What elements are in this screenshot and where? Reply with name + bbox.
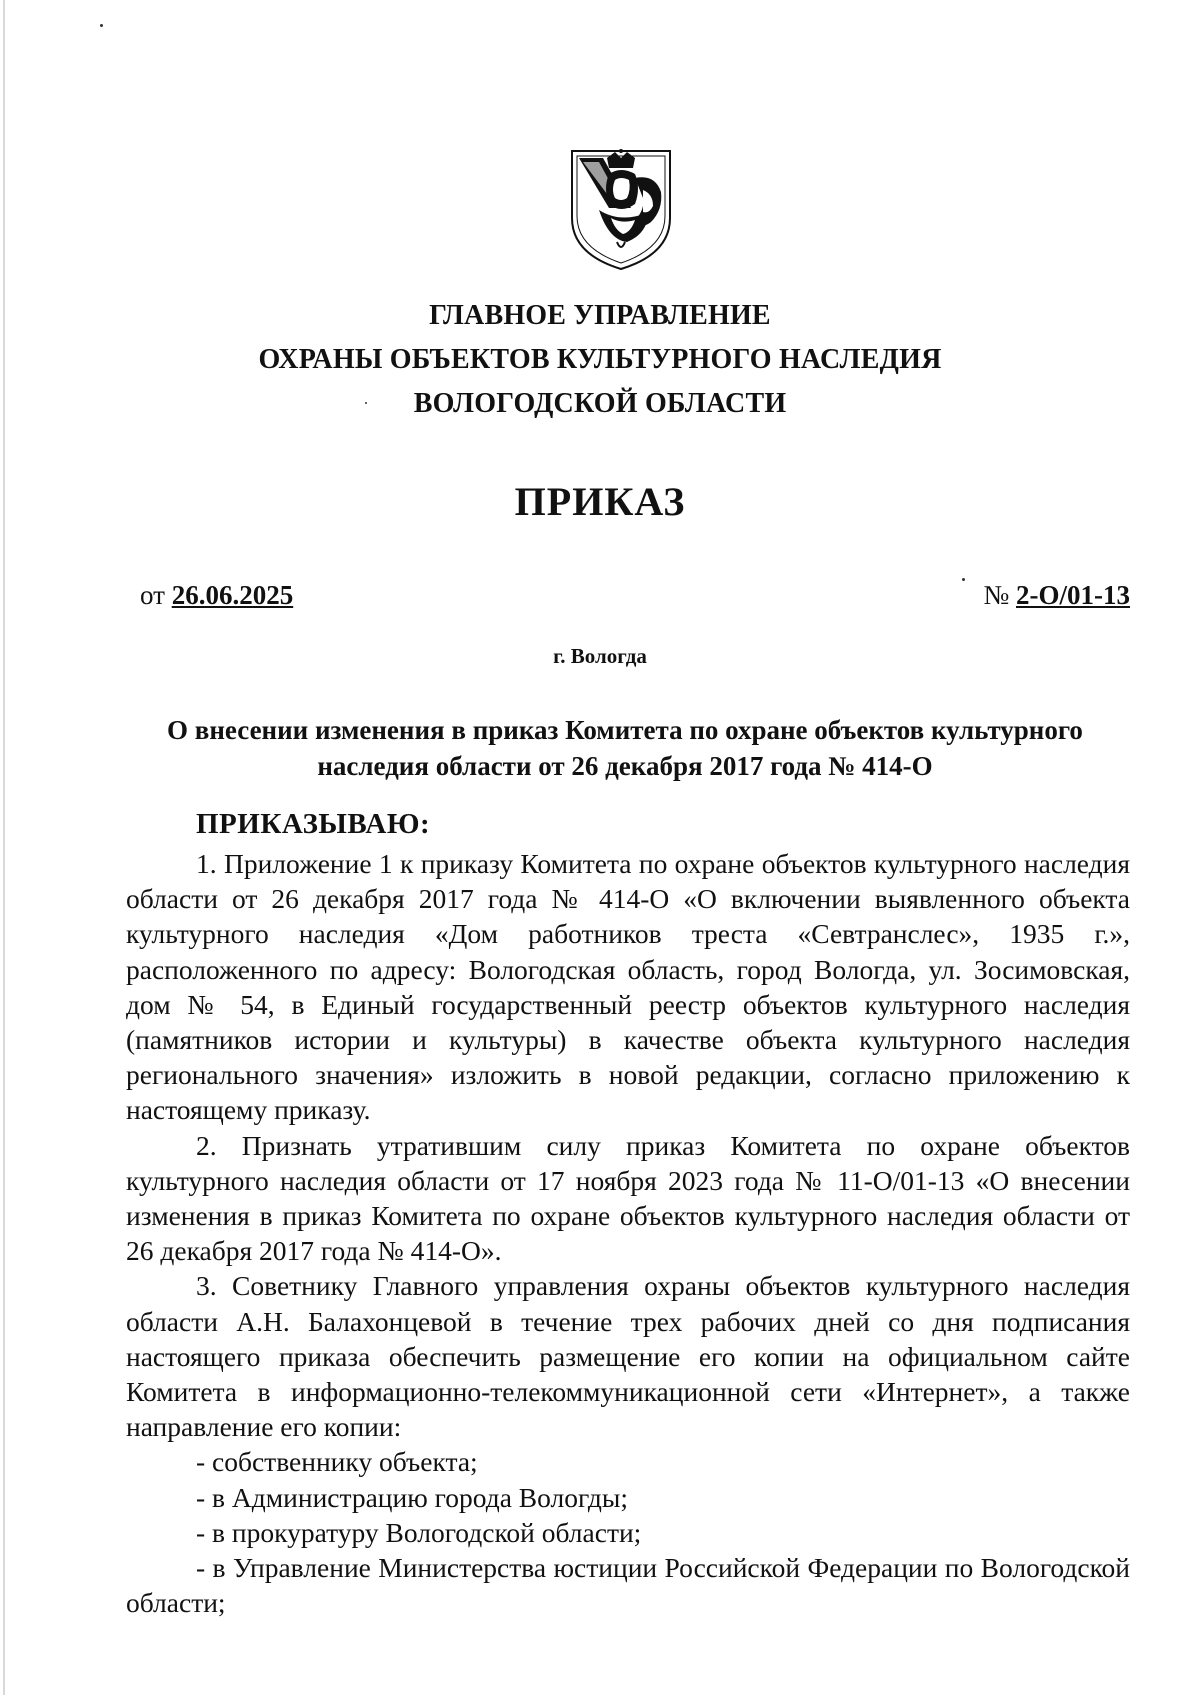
scan-edge <box>3 0 5 1695</box>
document-title: ПРИКАЗ <box>514 479 686 524</box>
document-subject: О внесении изменения в приказ Комитета по охране объектов культурного наследия области от 26 декабря 2017 года № 414-О <box>167 715 1083 781</box>
recipient-item: - в Управление Министерства юстиции Российской Федерации по Вологодской области; <box>126 1552 1130 1619</box>
document-city: г. Вологда <box>553 644 647 668</box>
document-body <box>126 846 1130 1620</box>
date-prefix: от <box>140 580 172 610</box>
recipient-item: - собственнику объекта; <box>196 1446 478 1478</box>
scan-speck <box>962 578 965 581</box>
paragraph-3: 3. Советнику Главного управления охраны объектов культурного наследия области А.Н. Балахонцевой в течение трех рабочих дней со дня подписания настоящего приказа обеспечить размещение его копии на официальном сайте Комитета в информационно-телекоммуникационной сети «Интернет», а также направление его копии: <box>126 1270 1130 1443</box>
issuer-line-3: ВОЛОГОДСКОЙ ОБЛАСТИ <box>413 388 787 419</box>
order-heading: ПРИКАЗЫВАЮ: <box>196 808 431 840</box>
issuer-line-1: ГЛАВНОЕ УПРАВЛЕНИЕ <box>429 300 771 331</box>
document-number: 2-О/01-13 <box>1016 580 1130 610</box>
scan-speck <box>365 402 367 404</box>
date-field <box>140 580 293 611</box>
paragraph-1: 1. Приложение 1 к приказу Комитета по охране объектов культурного наследия области от 26 декабря 2017 года № 414-О «О включении выявленного объекта культурного наследия «Дом работников треста «Севтранслес», 1935 г.», расположенного по адресу: Вологодская область, город Вологда, ул. Зосимовская, дом № 54, в Единый государственный реестр объектов культурного наследия (памятников истории и культуры) в качестве объекта культурного наследия регионального значения» изложить в новой редакции, согласно приложению к настоящему приказу. <box>126 848 1130 1126</box>
scan-speck <box>100 24 103 27</box>
vologda-coat-of-arms-icon <box>569 148 673 272</box>
issuer-line-2: ОХРАНЫ ОБЪЕКТОВ КУЛЬТУРНОГО НАСЛЕДИЯ <box>258 344 942 375</box>
recipient-item: - в Администрацию города Вологды; <box>196 1481 629 1513</box>
recipient-item: - в прокуратуру Вологодской области; <box>196 1516 642 1548</box>
number-field <box>983 580 1130 611</box>
paragraph-2: 2. Признать утратившим силу приказ Комитета по охране объектов культурного наследия области от 17 ноября 2023 года № 11-О/01-13 «О внесении изменения в приказ Комитета по охране объектов культурного наследия области от 26 декабря 2017 года № 414-О». <box>126 1129 1130 1267</box>
number-prefix: № <box>983 580 1016 610</box>
document-date: 26.06.2025 <box>171 580 294 610</box>
